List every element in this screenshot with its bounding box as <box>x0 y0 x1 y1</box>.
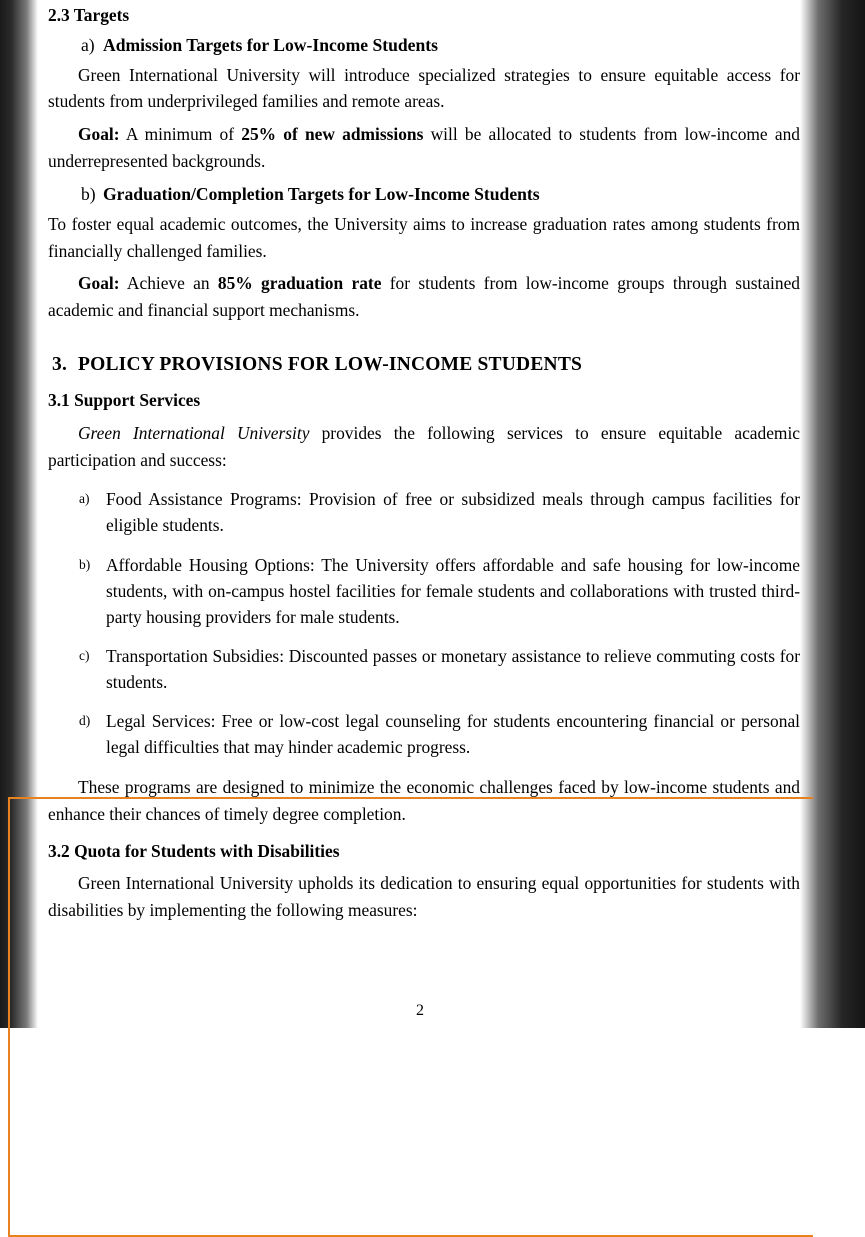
list-item-marker: d) <box>79 713 91 729</box>
page-left-edge-shadow <box>0 0 38 1028</box>
section-heading-2-3: 2.3 Targets <box>48 5 130 25</box>
list-item-marker: c) <box>79 647 90 663</box>
subitem-a-title: Admission Targets for Low-Income Students <box>103 34 438 55</box>
paragraph-support-intro <box>48 420 800 473</box>
subitem-b-marker: b) <box>81 184 96 205</box>
subitem-b-title: Graduation/Completion Targets for Low-Income Students <box>103 184 540 205</box>
list-item-marker: a) <box>79 491 90 507</box>
goal-admission-label: Goal: <box>78 123 120 144</box>
page-right-edge-shadow <box>800 0 865 1028</box>
goal-admission-figure: 25% of new admissions <box>241 123 424 144</box>
section-heading-3 <box>52 350 800 380</box>
goal-graduation-figure: 85% graduation rate <box>217 273 382 294</box>
goal-graduation <box>48 270 800 323</box>
goal-graduation-label: Goal: <box>78 273 120 294</box>
list-item-text: Transportation Subsidies: Discounted passes or monetary assistance to relieve commuting costs for students. <box>106 645 800 692</box>
goal-graduation-text-2: for students from low-income groups through sustained academic and financial support mechanisms. <box>48 273 801 320</box>
subitem-a-heading <box>81 35 800 56</box>
goal-graduation-text-1: Achieve an <box>119 273 218 294</box>
list-item <box>79 643 800 695</box>
goal-admission-text-1: A minimum of <box>119 123 242 144</box>
page-number-footer: 2 <box>416 1002 424 1019</box>
support-services-list <box>48 486 800 760</box>
section-heading-3-1: 3.1 Support Services <box>48 390 201 411</box>
section-3-number: 3. <box>52 353 68 375</box>
list-item <box>79 552 800 630</box>
paragraph-graduation-targets: To foster equal academic outcomes, the University aims to increase graduation rates among students from financially challenged families. <box>48 214 800 261</box>
paragraph-admission-targets: Green International University will introduce specialized strategies to ensure equitable access for students from underprivileged families and remote areas. <box>48 64 800 112</box>
highlighted-region <box>48 387 800 837</box>
list-item <box>79 486 800 538</box>
university-name-italic: Green International University <box>78 423 310 444</box>
subitem-a-marker: a) <box>81 34 95 55</box>
list-item-text: Affordable Housing Options: The University offers affordable and safe housing for low-income students, with on-campus hostel facilities for female students and collaborations with trusted third-party housing providers for male students. <box>106 554 800 627</box>
section-3-title: POLICY PROVISIONS FOR LOW-INCOME STUDENTS <box>78 353 583 375</box>
section-heading-3-2: 3.2 Quota for Students with Disabilities <box>48 840 340 861</box>
subitem-b-heading <box>81 184 800 205</box>
paragraph-disabilities-intro: Green International University upholds its dedication to ensuring equal opportunities for students with disabilities by implementing the following measures: <box>48 873 800 920</box>
goal-admission <box>48 121 800 174</box>
support-intro-rest: provides the following services to ensure equitable academic participation and success: <box>48 423 801 470</box>
list-item <box>79 708 800 760</box>
page-content <box>40 0 800 1028</box>
list-item-marker: b) <box>79 556 91 572</box>
goal-admission-text-2: will be allocated to students from low-income and underrepresented backgrounds. <box>48 123 800 171</box>
list-item-text: Legal Services: Free or low-cost legal counseling for students encountering financial or personal legal difficulties that may hinder academic progress. <box>106 711 800 758</box>
paragraph-support-closing: These programs are designed to minimize the economic challenges faced by low-income students and enhance their chances of timely degree completion. <box>48 777 800 824</box>
list-item-text: Food Assistance Programs: Provision of free or subsidized meals through campus facilities for eligible students. <box>106 489 800 536</box>
